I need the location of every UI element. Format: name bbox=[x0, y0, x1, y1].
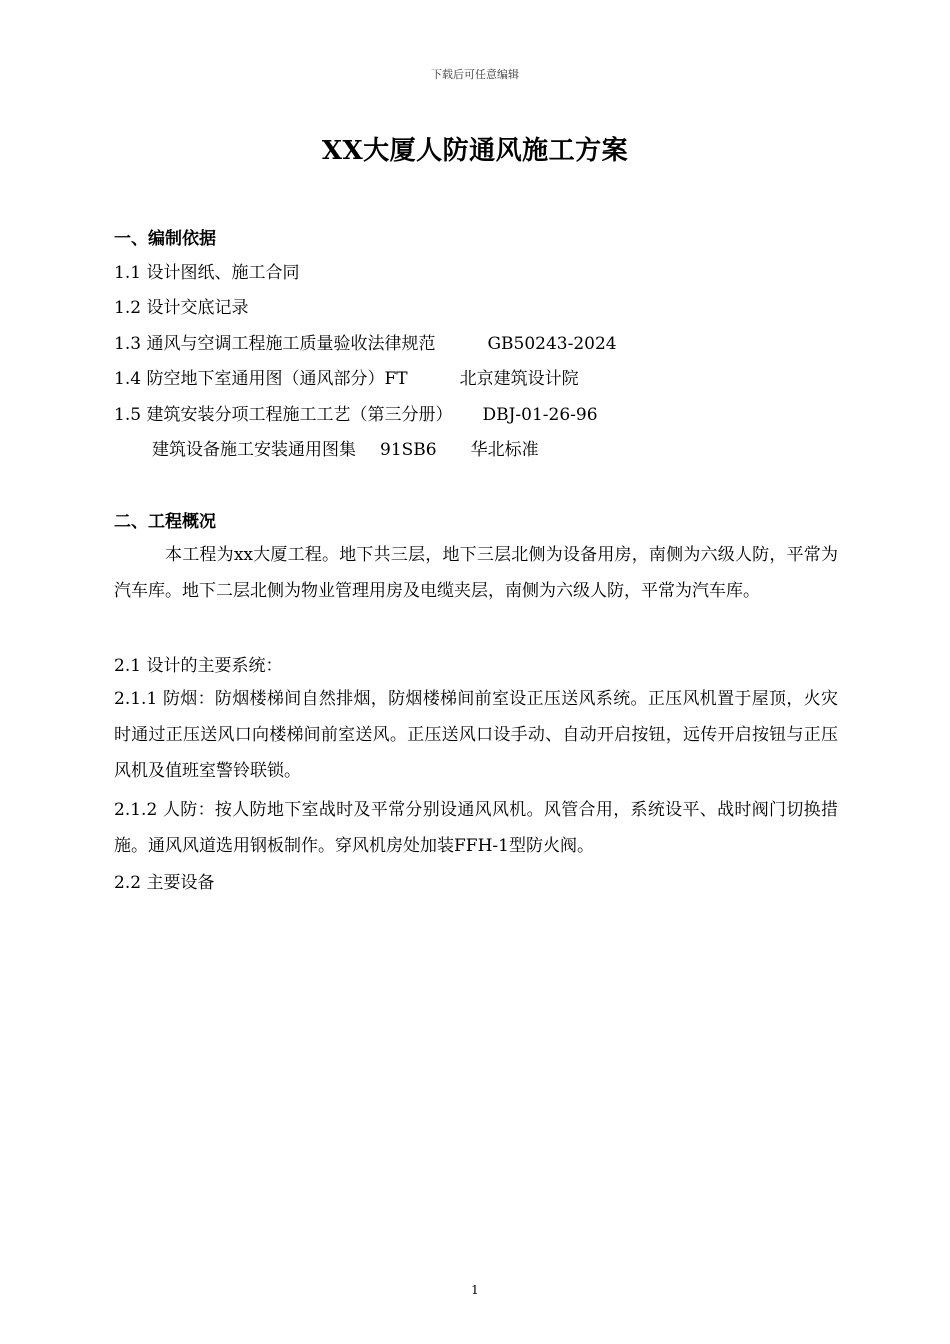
section1-item-4 bbox=[114, 368, 579, 390]
section2-sub2-title: 2.2 主要设备 bbox=[114, 873, 215, 893]
section1-item-3 bbox=[114, 333, 617, 355]
item-text: 1.5 建筑安装分项工程施工工艺（第三分册） bbox=[114, 405, 453, 425]
item-code: DBJ-01-26-96 bbox=[482, 405, 598, 425]
section2-intro: 本工程为xx大厦工程。地下共三层，地下三层北侧为设备用房，南侧为六级人防，平常为汽车库。地下二层北侧为物业管理用房及电缆夹层，南侧为六级人防，平常为汽车库。 bbox=[114, 545, 838, 601]
item-text: 1.3 通风与空调工程施工质量验收法律规范 bbox=[114, 334, 436, 354]
item-code: 北京建筑设计院 bbox=[459, 369, 579, 389]
section2-sub1-title: 2.1 设计的主要系统： bbox=[114, 656, 283, 676]
item-code: 91SB6 bbox=[380, 440, 437, 460]
section1-heading: 一、编制依据 bbox=[114, 229, 216, 249]
section1-item-1 bbox=[114, 262, 299, 284]
header-note: 下载后可任意编辑 bbox=[431, 68, 519, 81]
item-code: GB50243-2024 bbox=[487, 334, 617, 354]
item-text: 建筑设备施工安装通用图集 bbox=[152, 440, 356, 460]
item-text: 1.1 设计图纸、施工合同 bbox=[114, 263, 300, 283]
section2-heading: 二、工程概况 bbox=[114, 512, 216, 532]
page-number: 1 bbox=[471, 1283, 479, 1297]
item-text: 1.4 防空地下室通用图（通风部分）FT bbox=[114, 369, 408, 389]
section1-item-6 bbox=[152, 439, 539, 461]
document-title: XX大厦人防通风施工方案 bbox=[321, 136, 629, 166]
section1-item-2 bbox=[114, 297, 248, 319]
section2-sub1-1: 2.1.1 防烟：防烟楼梯间自然排烟，防烟楼梯间前室设正压送风系统。正压风机置于屋顶，火灾时通过正压送风口向楼梯间前室送风。正压送风口设手动、自动开启按钮，远传开启按钮与正压风机及值班室警铃联锁。 bbox=[114, 689, 838, 781]
section1-item-5 bbox=[114, 404, 598, 426]
section2-sub1-2: 2.1.2 人防：按人防地下室战时及平常分别设通风风机。风管合用，系统设平、战时阀门切换措施。通风风道选用钢板制作。穿风机房处加装FFH-1型防火阀。 bbox=[114, 800, 838, 856]
item-text: 1.2 设计交底记录 bbox=[114, 298, 249, 318]
item-extra: 华北标准 bbox=[470, 440, 539, 460]
